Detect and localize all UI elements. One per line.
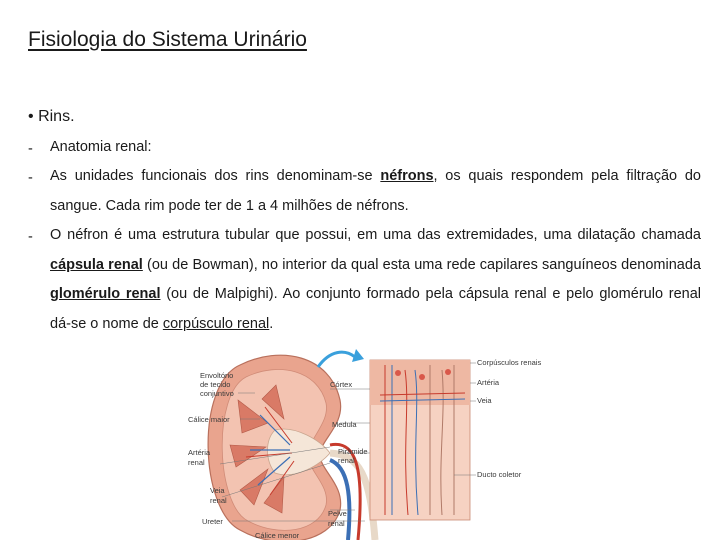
dash-marker-3: - bbox=[28, 229, 33, 245]
term-nefrons: néfrons bbox=[380, 168, 434, 184]
label-medula: Medula bbox=[332, 420, 357, 429]
label-envoltorio-3: conjuntivo bbox=[200, 389, 234, 398]
svg-text:Pirâmiderenal bbox=[338, 447, 368, 465]
page-title: Fisiologia do Sistema Urinário bbox=[28, 28, 307, 51]
label-veia-renal-1: Veia bbox=[210, 486, 225, 495]
svg-text:Pelverenal bbox=[328, 509, 347, 528]
paragraph-nefron-estrutura bbox=[50, 221, 701, 339]
paragraph-nefrons bbox=[50, 162, 701, 221]
section-heading bbox=[28, 108, 75, 126]
text-segment: , os quais respondem pela filtração do sangue. Cada rim pode ter de 1 a 4 milhões de néfrons. bbox=[50, 168, 701, 214]
section-heading-dot: . bbox=[70, 108, 75, 125]
text-segment: . bbox=[269, 315, 274, 332]
label-arteria-renal-1: Artéria bbox=[188, 448, 211, 457]
term-corpusculo-renal: corpúsculo renal bbox=[162, 315, 270, 332]
label-corpusculos: Corpúsculos renais bbox=[477, 358, 542, 367]
dash-marker-2: - bbox=[28, 170, 33, 186]
svg-text:Artériarenal bbox=[188, 448, 211, 467]
bullet-mark: • bbox=[28, 108, 34, 125]
curved-arrow-icon bbox=[318, 352, 355, 367]
paragraph-anatomia: Anatomia renal: bbox=[50, 139, 152, 155]
text-segment: (ou de Malpighi). Ao conjunto formado pela cápsula renal e pelo glomérulo renal dá-se o nome de bbox=[50, 286, 701, 332]
term-capsula-renal: cápsula renal bbox=[50, 256, 143, 273]
text-segment: O néfron é uma estrutura tubular que possui, em uma das extremidades, uma dilatação chamada bbox=[50, 227, 701, 243]
label-cortex: Córtex bbox=[330, 380, 353, 389]
text-segment: As unidades funcionais dos rins denominam-se bbox=[50, 168, 381, 184]
label-piramide-2: renal bbox=[338, 456, 355, 465]
dash-marker-1: - bbox=[28, 141, 33, 157]
label-piramide-1: Pirâmide bbox=[338, 447, 368, 456]
svg-text:Envoltóriode tecidoconjuntivo bbox=[200, 371, 234, 398]
svg-text:Veiarenal bbox=[210, 486, 227, 505]
section-heading-text: Rins bbox=[38, 108, 71, 125]
label-arteria: Artéria bbox=[477, 378, 500, 387]
label-calice-menor: Cálice menor bbox=[255, 531, 300, 540]
label-veia-renal-2: renal bbox=[210, 496, 227, 505]
nephron-detail bbox=[370, 360, 470, 520]
label-envoltorio-1: Envoltório bbox=[200, 371, 234, 380]
label-veia: Veia bbox=[477, 396, 492, 405]
label-pelve-2: renal bbox=[328, 519, 345, 528]
text-segment: (ou de Bowman), no interior da qual esta uma rede capilares sanguíneos denominada bbox=[142, 256, 701, 273]
label-ureter: Ureter bbox=[202, 517, 223, 526]
label-calice-maior: Cálice maior bbox=[188, 415, 230, 424]
label-ducto-coletor: Ducto coletor bbox=[477, 470, 522, 479]
label-pelve-1: Pelve bbox=[328, 509, 347, 518]
label-envoltorio-2: de tecido bbox=[200, 380, 231, 389]
label-arteria-renal-2: renal bbox=[188, 458, 205, 467]
term-glomerulo-renal: glomérulo renal bbox=[50, 286, 161, 302]
kidney-illustration bbox=[180, 345, 560, 540]
